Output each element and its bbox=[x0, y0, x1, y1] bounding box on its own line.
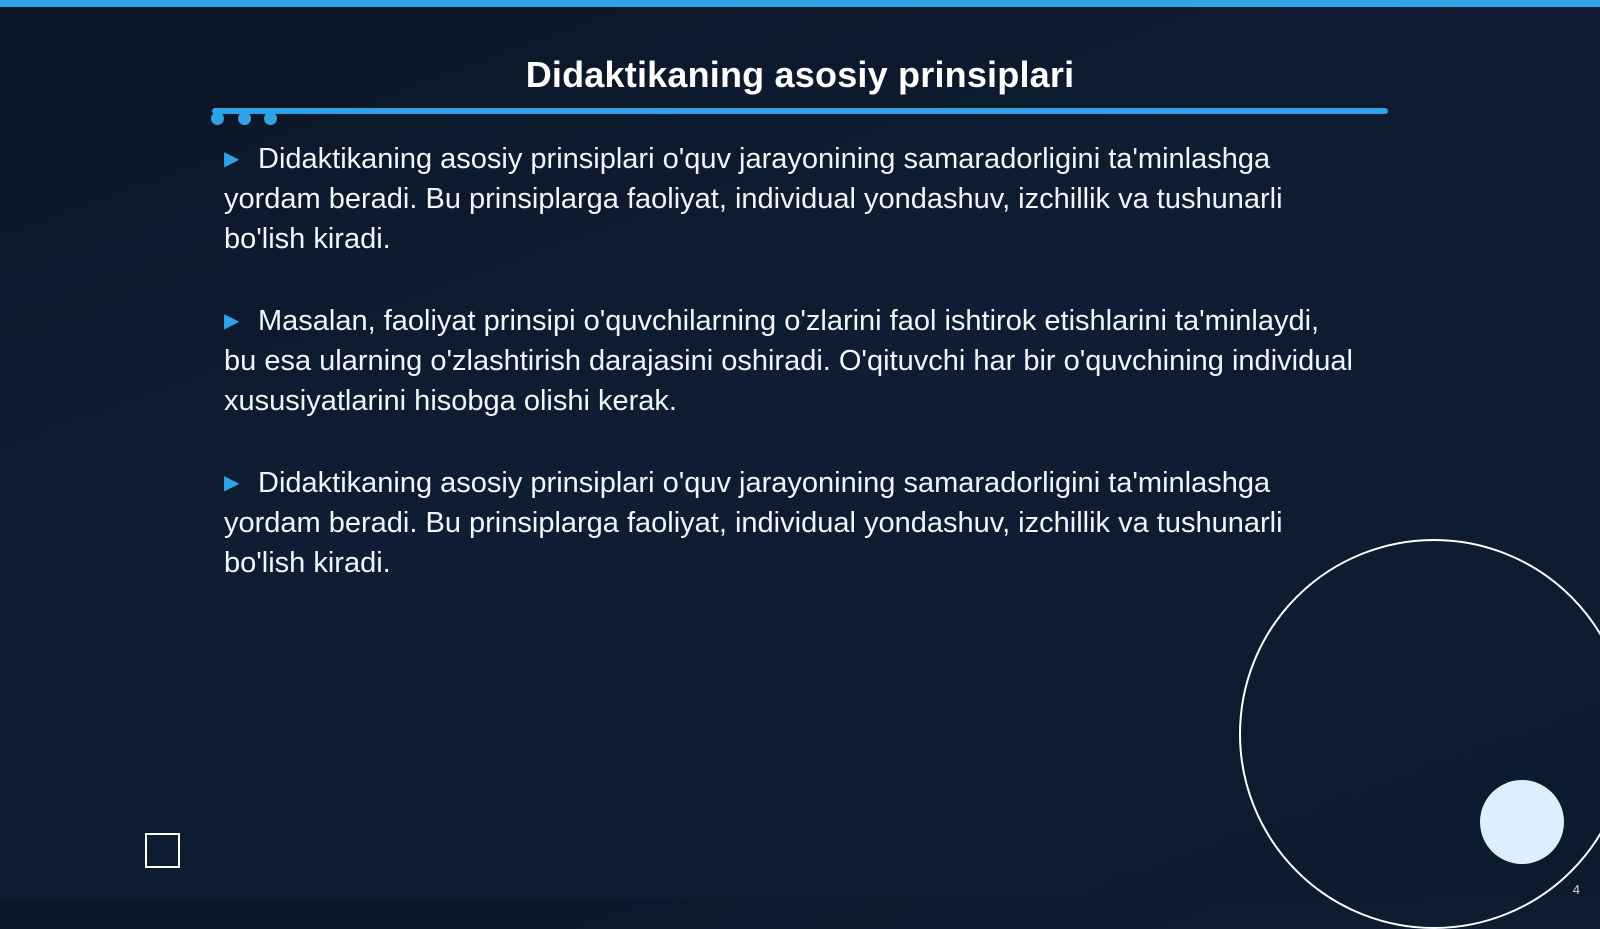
bullet-item bbox=[224, 463, 1354, 583]
triangle-bullet-icon: ▶ bbox=[224, 148, 240, 170]
triangle-bullet-icon: ▶ bbox=[224, 310, 240, 332]
triangle-bullet-icon: ▶ bbox=[224, 472, 240, 494]
top-accent-bar bbox=[0, 0, 1600, 7]
decorative-circle-outline bbox=[1239, 539, 1600, 929]
decorative-filled-circle bbox=[1480, 780, 1564, 864]
decorative-dot bbox=[238, 112, 251, 125]
decorative-square-outline bbox=[145, 833, 180, 868]
bullet-item bbox=[224, 301, 1354, 421]
bullet-list bbox=[224, 139, 1354, 625]
bullet-item bbox=[224, 139, 1354, 259]
slide-title: Didaktikaning asosiy prinsiplari bbox=[525, 54, 1075, 95]
decorative-dot bbox=[211, 112, 224, 125]
bullet-text: Masalan, faoliyat prinsipi o'quvchilarning o'zlarini faol ishtirok etishlarini ta'minlaydi, bu esa ularning o'zlashtirish darajasini oshiradi. O'qituvchi har bir o'quvchining individual xususiyatlarini hisobga olishi kerak. bbox=[224, 305, 1353, 417]
title-underline bbox=[212, 108, 1388, 114]
page-number: 4 bbox=[1572, 882, 1580, 897]
bullet-text: Didaktikaning asosiy prinsiplari o'quv jarayonining samaradorligini ta'minlashga yordam beradi. Bu prinsiplarga faoliyat, individual yondashuv, izchillik va tushunarli bo'lish kiradi. bbox=[224, 467, 1283, 579]
bullet-text: Didaktikaning asosiy prinsiplari o'quv jarayonining samaradorligini ta'minlashga yordam beradi. Bu prinsiplarga faoliyat, individual yondashuv, izchillik va tushunarli bo'lish kiradi. bbox=[224, 143, 1283, 255]
decorative-dot bbox=[264, 112, 277, 125]
